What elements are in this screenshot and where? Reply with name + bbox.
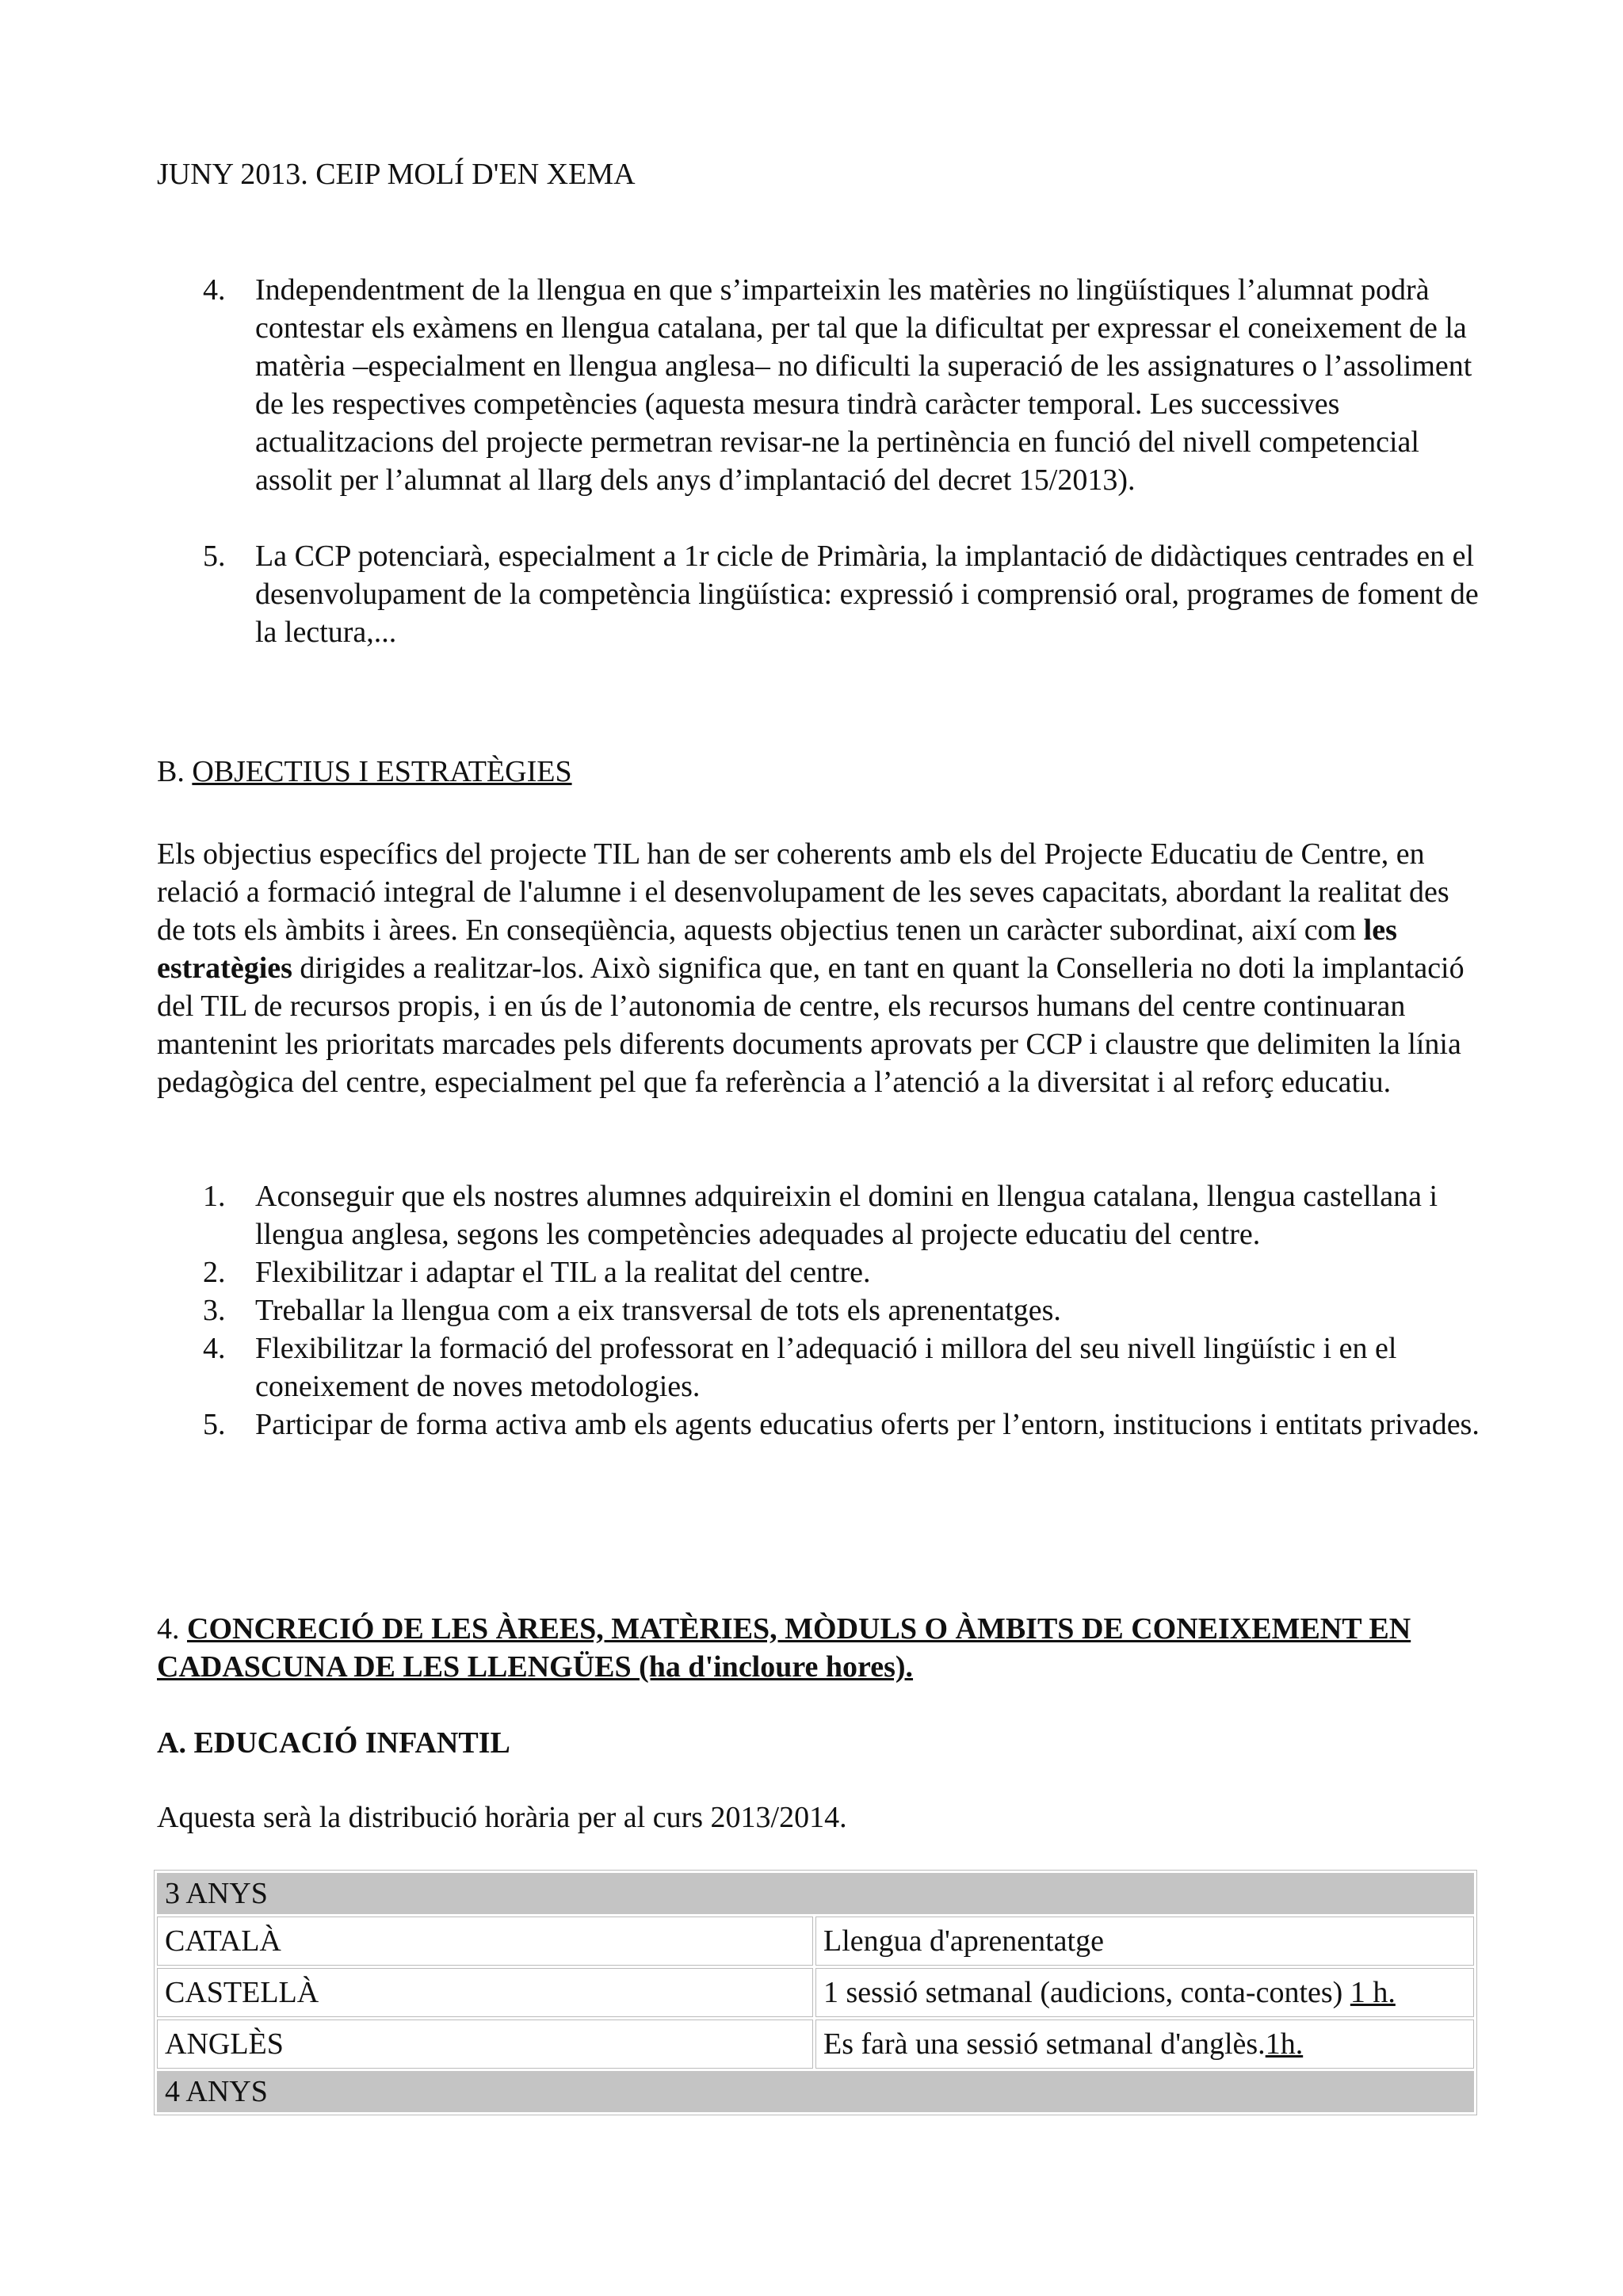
list-number: 5.	[203, 1408, 226, 1441]
group-3-anys: 3 ANYS	[157, 1873, 1474, 1914]
description-cell	[815, 2019, 1474, 2069]
description-text: Llengua d'aprenentatge	[823, 1924, 1104, 1958]
list-item	[157, 1177, 1488, 1253]
list-number: 1.	[203, 1180, 226, 1213]
list-number: 3.	[203, 1294, 226, 1327]
section-b-prefix: B.	[157, 755, 185, 788]
paragraph-text-part1: Els objectius específics del projecte TIL han de ser coherents amb els del Projecte Educatiu de Centre, en relació a formació integral de l'alumne i el desenvolupament de les seves capacitats, abordant la realitat des de tots els àmbits i àrees. En conseqüència, aquests objectius tenen un caràcter subordinat, així com	[157, 837, 1449, 947]
paragraph-bold-strategies: les estratègies	[157, 913, 1397, 985]
list-item	[157, 537, 1488, 651]
section-4-prefix: 4.	[157, 1612, 180, 1646]
description-text: Es farà una sessió setmanal d'anglès.	[823, 2027, 1266, 2061]
description-text: 1 sessió setmanal (audicions, conta-contes)	[823, 1976, 1350, 2009]
section-4-heading	[157, 1610, 1520, 1686]
objectives-paragraph	[157, 835, 1472, 1101]
list-item	[157, 1405, 1488, 1444]
schedule-table	[154, 1870, 1477, 2115]
table-row	[157, 2019, 1474, 2069]
list-text: La CCP potenciarà, especialment a 1r cicle de Primària, la implantació de didàctiques centrades en el desenvolupament de la competència lingüística: expressió i comprensió oral, programes de foment de la lectura,...	[255, 540, 1479, 649]
list-text: Flexibilitzar i adaptar el TIL a la realitat del centre.	[255, 1256, 871, 1289]
list-text: Participar de forma activa amb els agents educatius oferts per l’entorn, institucions i entitats privades.	[255, 1408, 1480, 1441]
list-item	[157, 1291, 1488, 1329]
group-4-anys: 4 ANYS	[157, 2071, 1474, 2112]
paragraph-text-part2: dirigides a realitzar-los. Això significa que, en tant en quant la Conselleria no doti la implantació del TIL de recursos propis, i en ús de l’autonomia de centre, els recursos humans del centre continuaran mantenint les prioritats marcades pels diferents documents aprovats per CCP i claustre que delimiten la línia pedagògica del centre, especialment pel que fa referència a l’atenció a la diversitat i al reforç educatiu.	[157, 952, 1465, 1099]
hours-text: 1h.	[1265, 2027, 1304, 2061]
section-b-heading	[157, 753, 572, 791]
page-header: JUNY 2013. CEIP MOLÍ D'EN XEMA	[157, 158, 636, 191]
top-numbered-list	[157, 271, 1488, 651]
table-group-row	[157, 2071, 1474, 2112]
section-a-heading: A. EDUCACIÓ INFANTIL	[157, 1726, 510, 1760]
table-row	[157, 1968, 1474, 2017]
list-text: Aconseguir que els nostres alumnes adquireixin el domini en llengua catalana, llengua castellana i llengua anglesa, segons les competències adequades al projecte educatiu del centre.	[255, 1180, 1438, 1251]
section-4-title: CONCRECIÓ DE LES ÀREES, MATÈRIES, MÒDULS O ÀMBITS DE CONEIXEMENT EN CADASCUNA DE LES LLENGÜES (ha d'incloure hores).	[157, 1612, 1411, 1684]
list-text: Flexibilitzar la formació del professorat en l’adequació i millora del seu nivell lingüístic i en el coneixement de noves metodologies.	[255, 1332, 1397, 1403]
section-b-title: OBJECTIUS I ESTRATÈGIES	[192, 755, 572, 788]
list-text: Independentment de la llengua en que s’imparteixin les matèries no lingüístiques l’alumnat podrà contestar els exàmens en llengua catalana, per tal que la dificultat per expressar el coneixement de la matèria –especialment en llengua anglesa– no dificulti la superació de les assignatures o l’assoliment de les respectives competències (aquesta mesura tindrà caràcter temporal. Les successives actualitzacions del projecte permetran revisar-ne la pertinència en funció del nivell competencial assolit per l’alumnat al llarg dels anys d’implantació del decret 15/2013).	[255, 273, 1472, 497]
description-cell	[815, 1968, 1474, 2017]
list-number: 4.	[203, 1332, 226, 1365]
language-cell: ANGLÈS	[157, 2019, 813, 2069]
language-cell: CASTELLÀ	[157, 1968, 813, 2017]
language-cell: CATALÀ	[157, 1917, 813, 1966]
list-number: 4.	[203, 273, 226, 307]
section-a-intro: Aquesta serà la distribució horària per al curs 2013/2014.	[157, 1801, 847, 1834]
table-row	[157, 1917, 1474, 1966]
description-cell	[815, 1917, 1474, 1966]
list-item	[157, 1253, 1488, 1291]
table-group-row	[157, 1873, 1474, 1914]
list-number: 5.	[203, 540, 226, 573]
list-number: 2.	[203, 1256, 226, 1289]
hours-text: 1 h.	[1350, 1976, 1396, 2009]
objectives-list	[157, 1177, 1488, 1444]
list-item	[157, 271, 1488, 499]
list-text: Treballar la llengua com a eix transversal de tots els aprenentatges.	[255, 1294, 1061, 1327]
list-item	[157, 1329, 1488, 1405]
